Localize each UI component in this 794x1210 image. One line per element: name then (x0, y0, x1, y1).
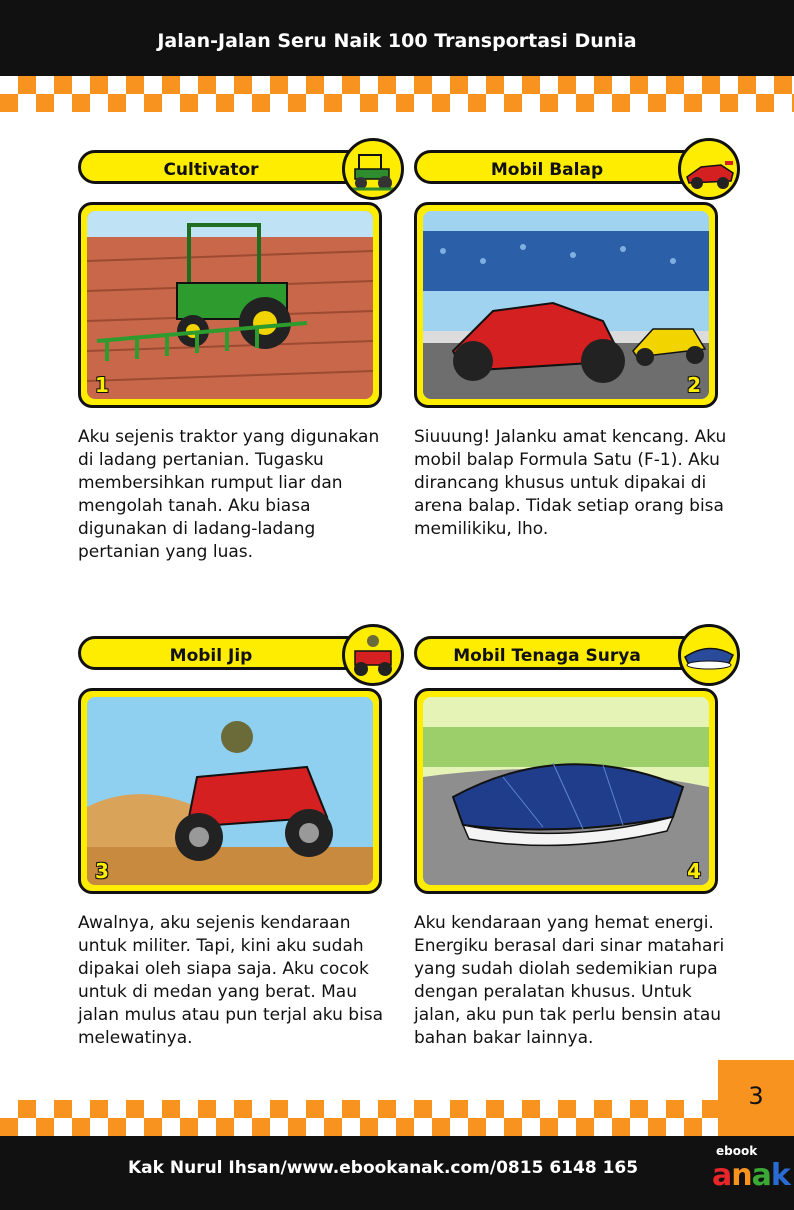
card-title-pill (78, 150, 378, 184)
ebookanak-logo (712, 1144, 790, 1204)
jeep-illustration (87, 697, 373, 885)
page-number: 3 (748, 1082, 764, 1110)
card-description: Aku sejenis traktor yang digunakan di ladang pertanian. Tugasku membersihkan rumput liar dan mengolah tanah. Aku biasa digunakan di ladang-ladang pertanian yang luas. (78, 427, 380, 562)
tractor-icon (342, 138, 404, 200)
card-title: Mobil Jip (169, 646, 253, 666)
card-title-pill (414, 636, 714, 670)
card-description: Aku kendaraan yang hemat energi. Energiku berasal dari sinar matahari yang sudah diolah sedemikian rupa dengan peralatan khusus. Untuk jalan, aku pun tak perlu bensin atau bahan bakar lainnya. (414, 913, 725, 1048)
page-number-box (718, 1060, 794, 1136)
page-header (0, 0, 794, 76)
illustration-frame (414, 688, 718, 894)
illustration-frame (78, 202, 382, 408)
card-title-pill (78, 636, 378, 670)
card-number: 4 (687, 859, 701, 883)
card-title: Mobil Balap (490, 160, 604, 180)
card-title-pill (414, 150, 714, 184)
card-description: Siuuung! Jalanku amat kencang. Aku mobil balap Formula Satu (F-1). Aku dirancang khusus untuk dipakai di arena balap. Tidak setiap orang bisa memilikiku, lho. (414, 427, 727, 539)
card-description: Awalnya, aku sejenis kendaraan untuk militer. Tapi, kini aku sudah dipakai oleh siapa saja. Aku cocok untuk di medan yang berat. Mau jalan mulus atau pun terjal aku bisa melewatinya. (78, 913, 384, 1048)
checker-border-top (0, 76, 794, 112)
illustration-frame (78, 688, 382, 894)
page-footer (0, 1136, 794, 1210)
card-number: 1 (95, 373, 109, 397)
card-number: 3 (95, 859, 109, 883)
logo-main-text: anak (712, 1158, 790, 1193)
solar-car-illustration (423, 697, 709, 885)
solar-car-icon (678, 624, 740, 686)
race-car-illustration (423, 211, 709, 399)
book-title: Jalan-Jalan Seru Naik 100 Transportasi Dunia (157, 30, 637, 52)
race-car-icon (678, 138, 740, 200)
card-title: Cultivator (163, 160, 259, 180)
illustration-frame (414, 202, 718, 408)
checker-border-bottom (0, 1100, 794, 1136)
logo-top-text: ebook (716, 1144, 758, 1158)
jeep-icon (342, 624, 404, 686)
card-title: Mobil Tenaga Surya (453, 646, 641, 666)
card-number: 2 (687, 373, 701, 397)
tractor-illustration (87, 211, 373, 399)
footer-credit: Kak Nurul Ihsan/www.ebookanak.com/0815 6148 165 (128, 1158, 639, 1178)
